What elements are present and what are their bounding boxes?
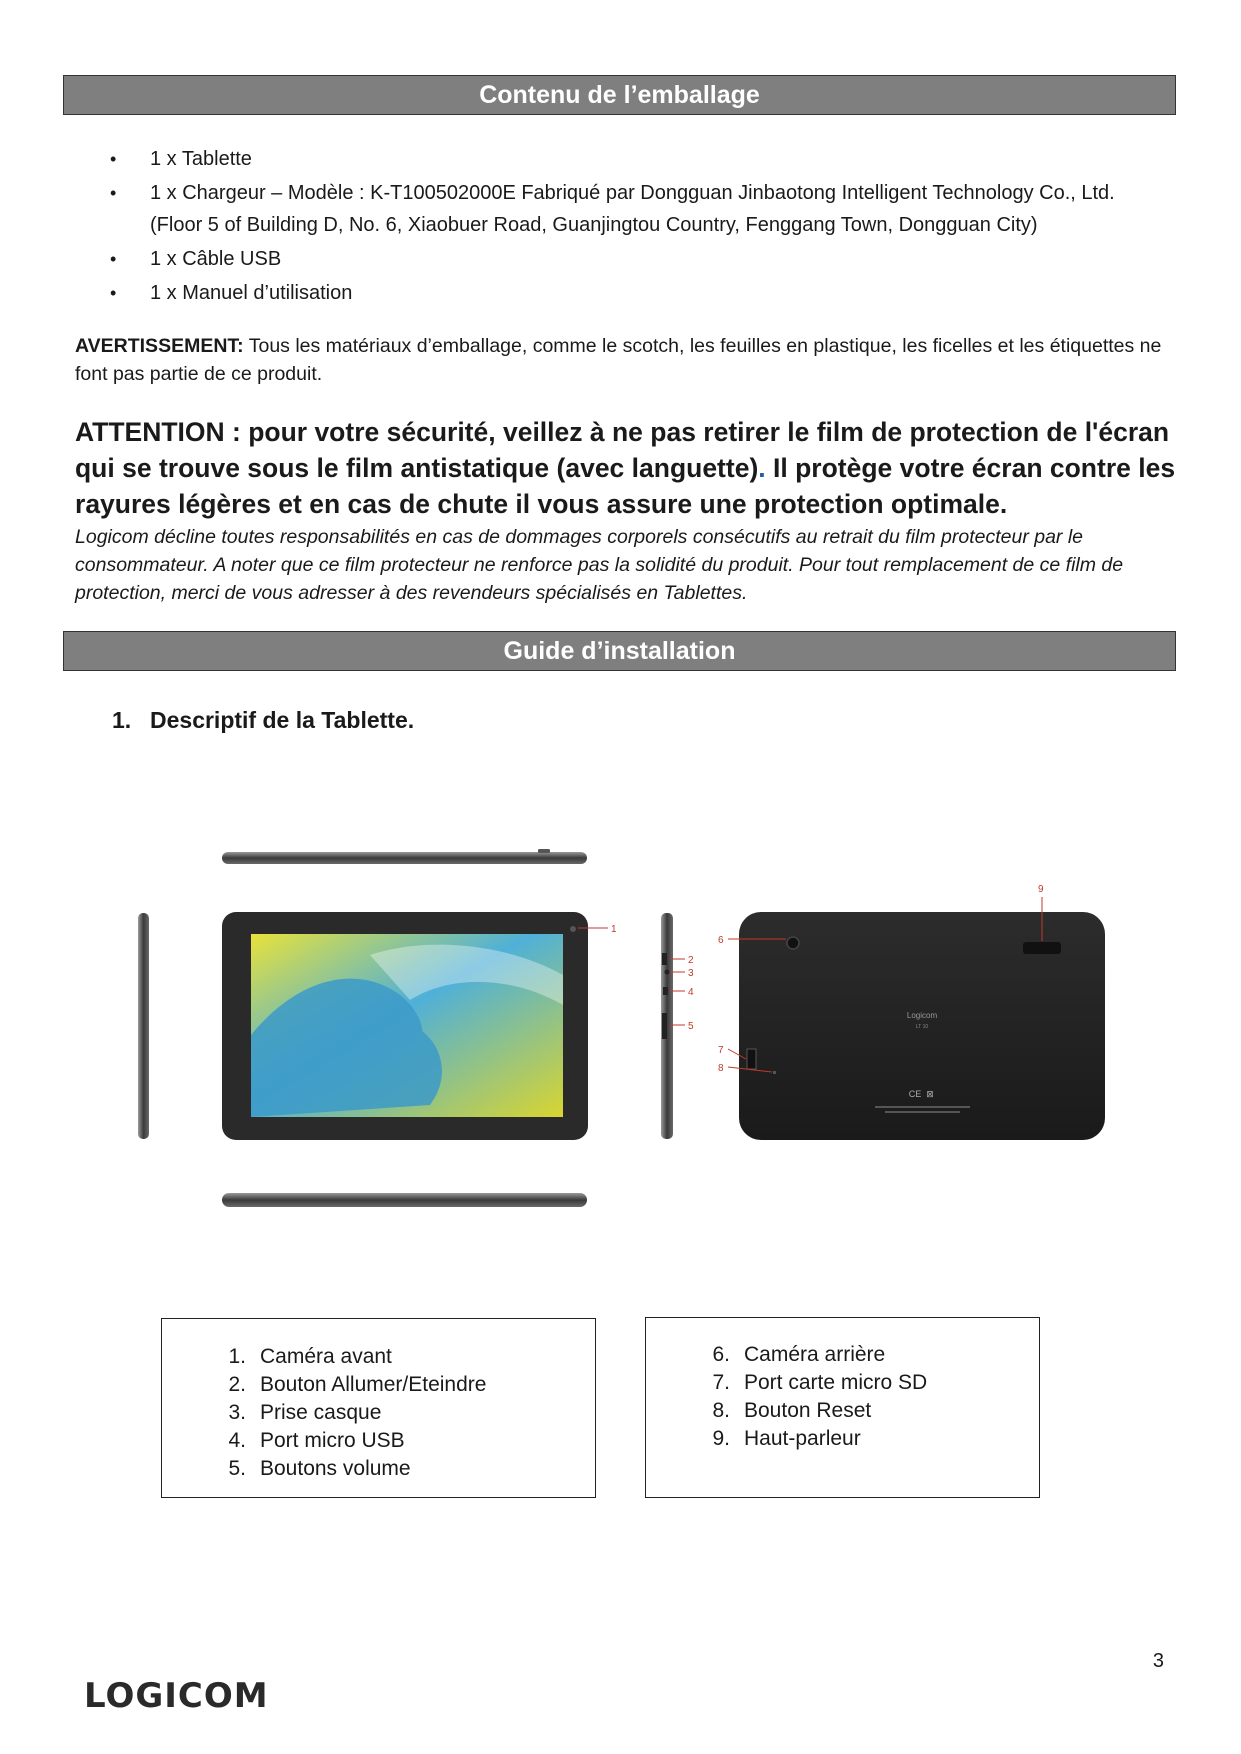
bullet-icon: •: [110, 149, 117, 169]
warning-text: Tous les matériaux d’emballage, comme le scotch, les feuilles en plastique, les ficelles et les étiquettes ne font pas partie de ce produit.: [75, 335, 1162, 385]
callout-label: 7: [718, 1045, 724, 1056]
callout-label: 2: [688, 955, 694, 966]
section-header-install: [63, 631, 1176, 671]
back-fine-print: [885, 1111, 960, 1113]
list-item: [110, 243, 1170, 275]
bullet-icon: •: [110, 249, 117, 269]
microsd-slot: [747, 1049, 756, 1069]
top-edge-button: [538, 849, 550, 853]
legend-item: 6. Caméra arrière: [712, 1343, 886, 1366]
bullet-icon: •: [110, 183, 117, 203]
front-camera: [570, 926, 576, 932]
side-power-button: [662, 953, 667, 965]
list-item: [110, 277, 1170, 309]
back-model-label: LT 10: [915, 1024, 929, 1030]
bullet-icon: •: [110, 283, 117, 303]
callout-label: 8: [718, 1063, 724, 1074]
heading-number: 1.: [112, 707, 132, 733]
callout-label: 1: [611, 924, 617, 935]
attention-dot: .: [758, 453, 766, 483]
disclaimer-note: Logicom décline toutes responsabilités en cas de dommages corporels consécutifs au retrait du film protecteur par le consommateur. A noter que ce film protecteur ne renforce pas la solidité du produit. Pour tout remplacement de ce film de protection, merci de vous adresser à des revendeurs spécialisés en Tablettes.: [75, 526, 1124, 604]
list-item: [110, 143, 1170, 175]
callout-label: 9: [1038, 884, 1044, 895]
legend-item: 1. Caméra avant: [228, 1345, 392, 1368]
list-item: [110, 177, 1170, 241]
tablet-left-edge: [138, 913, 149, 1139]
callout-label: 5: [688, 1021, 694, 1032]
legend-item: 7. Port carte micro SD: [712, 1371, 928, 1394]
attention-text-2: Il protège votre écran contre les rayures légères et en cas de chute il vous assure une protection optimale.: [75, 453, 1176, 519]
list-item-text: 1 x Tablette: [150, 148, 252, 170]
legend-item: 3. Prise casque: [228, 1401, 382, 1424]
ce-mark: CE: [908, 1089, 922, 1099]
bin-mark: ⊠: [926, 1090, 934, 1100]
tablet-bottom-edge: [222, 1193, 587, 1207]
page-number: 3: [1152, 1650, 1164, 1672]
list-item-subtext: (Floor 5 of Building D, No. 6, Xiaobuer Road, Guanjingtou Country, Fenggang Town, Dongguan City): [150, 214, 1038, 236]
legend-item: 5. Boutons volume: [228, 1457, 411, 1480]
side-usb-port: [663, 987, 668, 995]
contents-list: [110, 143, 1170, 311]
side-volume-buttons: [662, 1013, 667, 1039]
legend-item: 8. Bouton Reset: [712, 1399, 872, 1422]
list-item-text: 1 x Câble USB: [150, 248, 282, 270]
list-item-text: 1 x Chargeur – Modèle : K-T100502000E Fabriqué par Dongguan Jinbaotong Intelligent Technology Co., Ltd.: [150, 182, 1115, 204]
callout-label: 6: [718, 935, 724, 946]
tablet-diagram: [130, 835, 1120, 1225]
callout-label: 3: [688, 968, 694, 979]
legend-item: 4. Port micro USB: [228, 1429, 405, 1452]
legend-item: 9. Haut-parleur: [712, 1427, 861, 1450]
section-header-contents: [63, 75, 1176, 115]
logicom-logo-text: LOGICOM: [84, 1676, 269, 1712]
back-fine-print: [875, 1106, 970, 1108]
section-title: Contenu de l’emballage: [479, 80, 760, 109]
legend-front: [161, 1318, 596, 1498]
legend-back: [645, 1317, 1040, 1498]
legend-item: 2. Bouton Allumer/Eteindre: [228, 1373, 487, 1396]
list-item-text: 1 x Manuel d’utilisation: [150, 282, 353, 304]
back-brand-label: Logicom: [906, 1011, 938, 1020]
tablet-top-edge: [222, 852, 587, 864]
attention-text-1: ATTENTION : pour votre sécurité, veillez à ne pas retirer le film de protection de l'écran qui se trouve sous le film antistatique (avec languette): [75, 417, 1170, 483]
reset-hole: [773, 1071, 776, 1074]
logicom-logo: [84, 1676, 274, 1712]
section-title: Guide d’installation: [503, 636, 736, 665]
heading-text: Descriptif de la Tablette.: [150, 707, 415, 733]
subsection-heading: [112, 707, 414, 734]
attention-paragraph: [75, 414, 1185, 522]
side-headphone-jack: [665, 970, 670, 975]
warning-paragraph: [75, 332, 1175, 388]
callout-label: 4: [688, 987, 694, 998]
rear-camera: [787, 937, 799, 949]
warning-label: AVERTISSEMENT:: [75, 335, 244, 357]
speaker-grille: [1023, 942, 1061, 954]
